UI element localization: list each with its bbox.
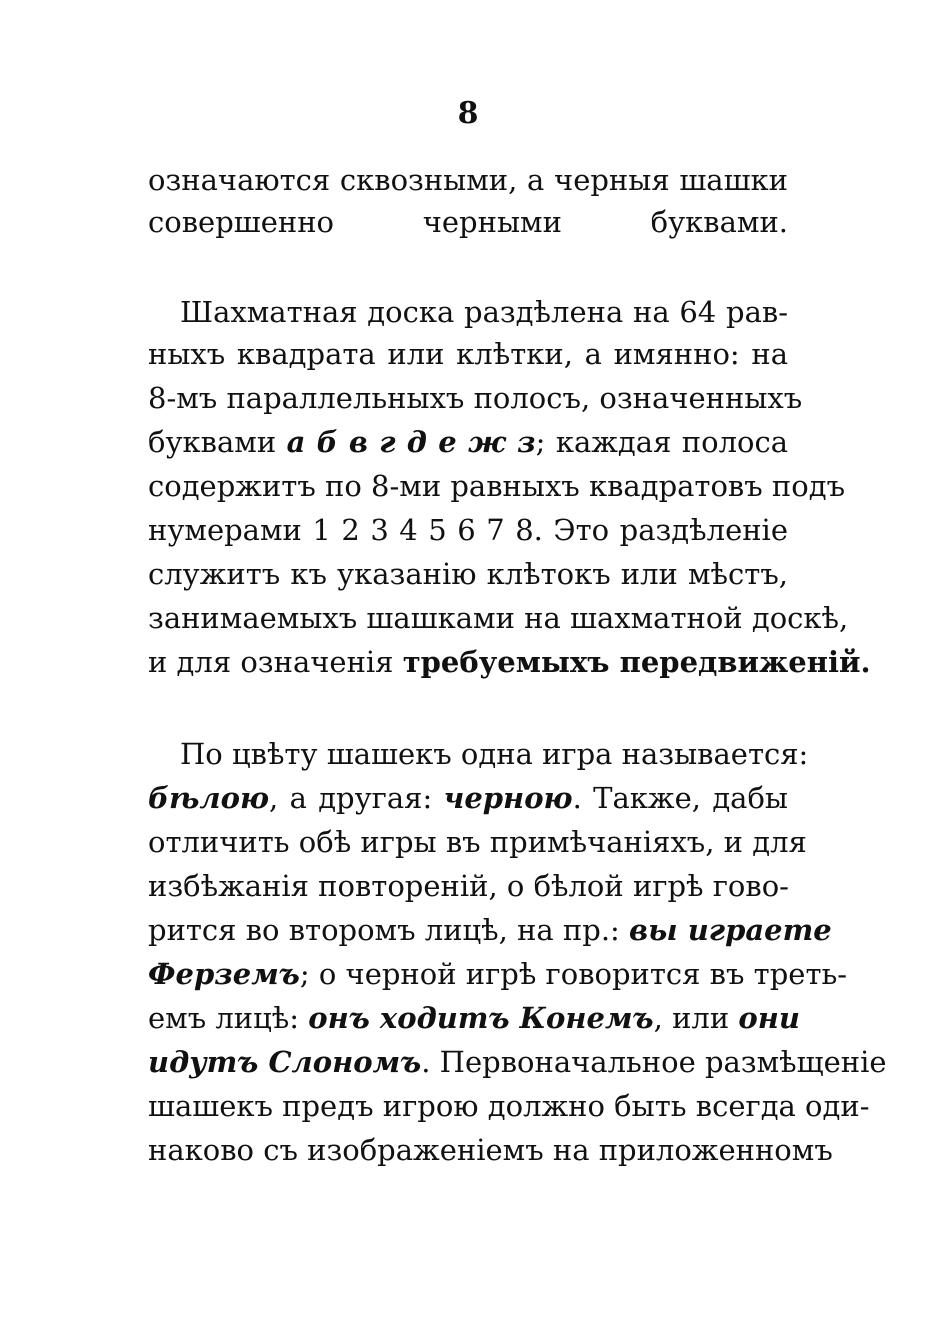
emphasized-text: вы играете: [629, 913, 832, 947]
text-line: [148, 778, 788, 818]
line-text: занимаемыхъ шашками на шахматной доскѣ,: [148, 601, 849, 635]
emphasized-text: идутъ Слономъ: [148, 1045, 422, 1079]
line-text: ; о черной игрѣ говорится въ треть-: [299, 957, 848, 991]
text-line: [148, 1086, 870, 1126]
text-line: [148, 466, 846, 506]
text-line: [148, 334, 788, 374]
line-text: По цвѣту шашекъ одна игра называется:: [180, 737, 809, 771]
text-line: [148, 1130, 833, 1170]
text-line: [148, 422, 788, 462]
text-line: [148, 1042, 887, 1082]
line-text: , или: [653, 1001, 739, 1035]
line-text: , а другая:: [269, 781, 444, 815]
line-text: Шахматная доска раздѣлена на 64 рав-: [180, 295, 788, 329]
text-line: [148, 510, 788, 550]
line-text: означаются сквозными, а черныя шашки: [148, 163, 788, 197]
text-line: [148, 642, 871, 682]
line-text: наково съ изображеніемъ на приложенномъ: [148, 1133, 833, 1167]
line-text: буквами: [148, 425, 287, 459]
emphasized-text: бѣлою: [148, 781, 269, 815]
line-text: совершенно черными буквами.: [148, 205, 788, 239]
emphasized-text: требуемыхъ передвиженій.: [402, 645, 871, 679]
emphasized-text: они: [738, 1001, 800, 1035]
line-text: содержитъ по 8-ми равныхъ квадратовъ подъ: [148, 469, 846, 503]
text-line: [148, 954, 848, 994]
line-text: ; каждая полоса: [535, 425, 788, 459]
line-text: шашекъ предъ игрою должно быть всегда оди-: [148, 1089, 870, 1123]
text-line: [148, 378, 803, 418]
line-text: . Также, дабы: [572, 781, 789, 815]
text-line: [148, 202, 788, 242]
text-line: [180, 292, 788, 332]
text-line: [148, 998, 800, 1038]
line-text: и для означенія: [148, 645, 403, 679]
emphasized-text: а б в г д е ж з: [286, 425, 536, 459]
text-line: [148, 822, 807, 862]
text-line: [148, 910, 832, 950]
page-number: 8: [457, 96, 479, 131]
line-text: отличить обѣ игры въ примѣчаніяхъ, и для: [148, 825, 807, 859]
line-text: . Первоначальное размѣщеніе: [421, 1045, 887, 1079]
line-text: служитъ къ указанію клѣтокъ или мѣстъ,: [148, 557, 788, 591]
text-line: [148, 866, 788, 906]
line-text: 8-мъ параллельныхъ полосъ, означенныхъ: [148, 381, 803, 415]
text-line: [148, 160, 788, 200]
emphasized-text: черною: [443, 781, 573, 815]
line-text: емъ лицѣ:: [148, 1001, 309, 1035]
line-text: избѣжанія повтореній, о бѣлой игрѣ гово-: [148, 869, 789, 903]
text-line: [148, 598, 849, 638]
line-text: нумерами 1 2 3 4 5 6 7 8. Это раздѣленіе: [148, 513, 788, 547]
text-line: [148, 554, 788, 594]
line-text: ныхъ квадрата или клѣтки, а имянно: на: [148, 337, 788, 371]
text-line: [180, 734, 809, 774]
line-text: рится во второмъ лицѣ, на пр.:: [148, 913, 630, 947]
emphasized-text: онъ ходитъ Конемъ: [308, 1001, 654, 1035]
emphasized-text: Ферземъ: [148, 957, 300, 991]
